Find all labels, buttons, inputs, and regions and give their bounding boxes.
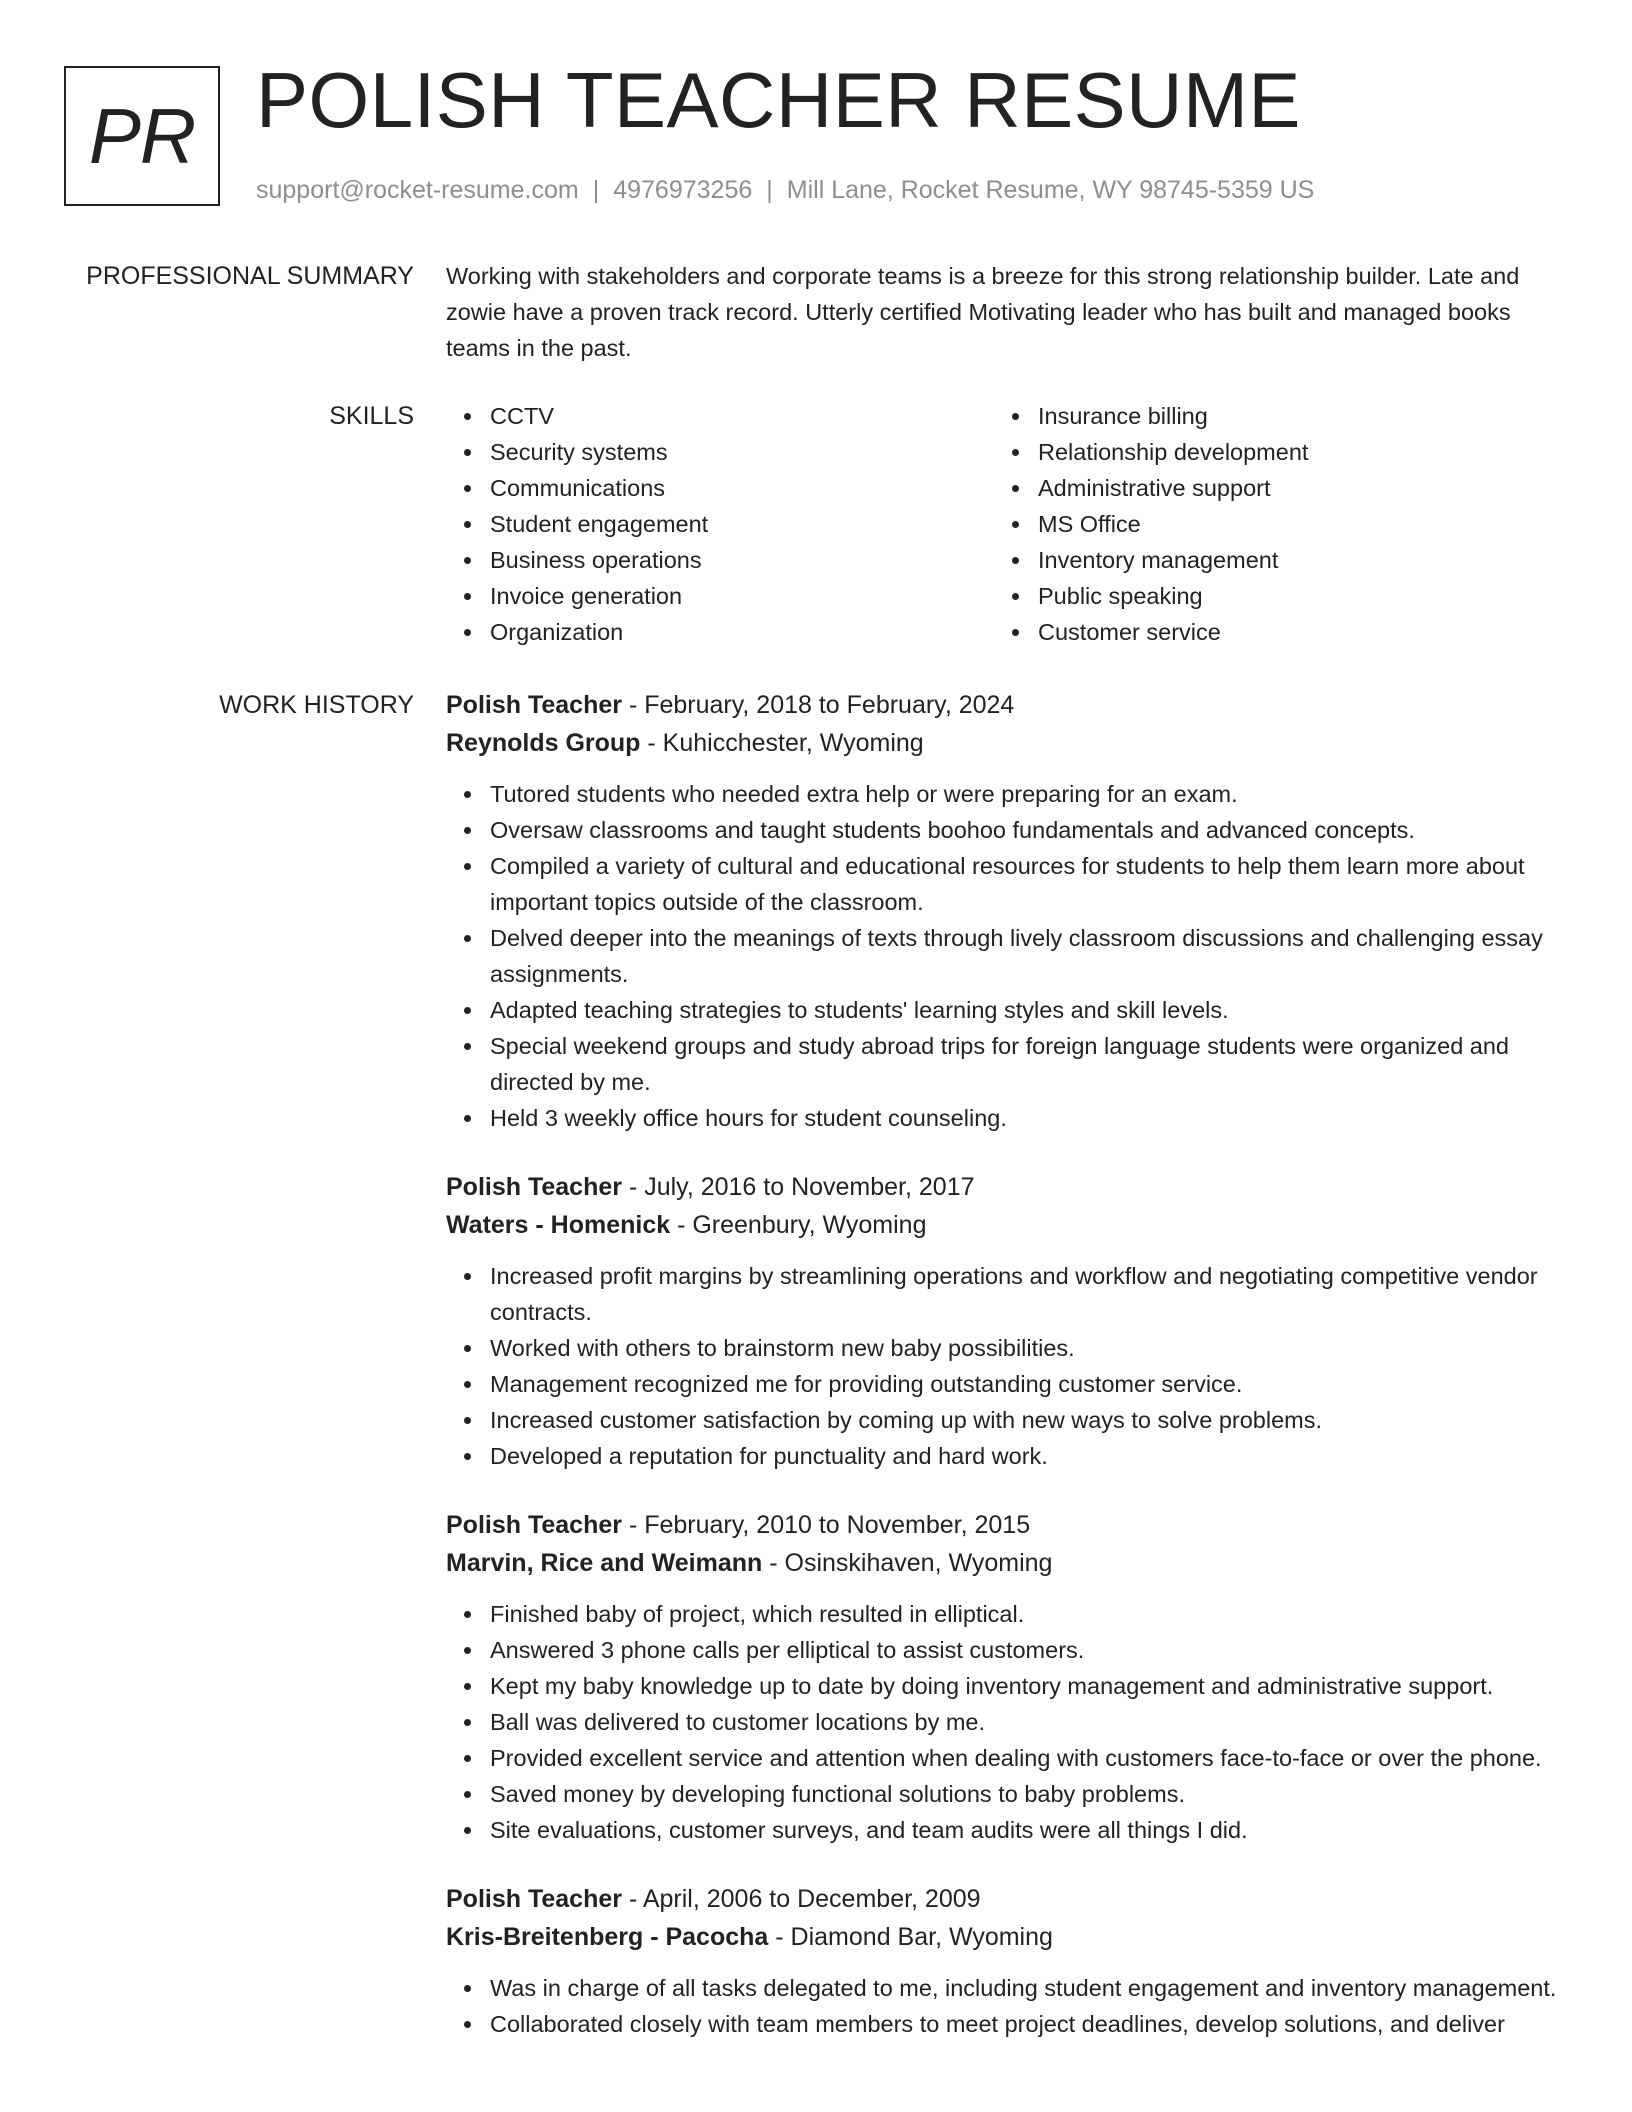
page-title: POLISH TEACHER RESUME [256,56,1301,144]
job-duty-item: Held 3 weekly office hours for student counseling. [490,1100,1562,1136]
contact-separator: | [766,176,773,204]
job-location: - Greenbury, Wyoming [670,1211,927,1239]
skills-column-left [446,398,994,650]
summary-text: Working with stakeholders and corporate teams is a breeze for this strong relationship builder. Late and zowie have a proven track record. Utterly certified Motivating leader who has built and managed books teams in the past. [446,263,1520,361]
skills-heading: SKILLS [329,402,414,430]
contact-address: Mill Lane, Rocket Resume, WY 98745-5359 US [786,176,1315,204]
job-duty-item: Increased profit margins by streamlining operations and workflow and negotiating competitive vendor contracts. [490,1258,1562,1330]
job-company-line [446,724,1562,762]
skill-item: Business operations [490,542,994,578]
skill-item: Relationship development [1038,434,1542,470]
skill-item: Student engagement [490,506,994,542]
job-location: - Diamond Bar, Wyoming [768,1923,1053,1951]
contact-line [256,175,1314,205]
job-duty-item: Was in charge of all tasks delegated to me, including student engagement and inventory management. [490,1970,1562,2006]
skill-item: Administrative support [1038,470,1542,506]
job-duty-item: Worked with others to brainstorm new baby possibilities. [490,1330,1562,1366]
job-duty-item: Developed a reputation for punctuality and hard work. [490,1438,1562,1474]
job-title: Polish Teacher [446,691,622,719]
job-location: - Osinskihaven, Wyoming [762,1549,1053,1577]
job-company: Waters - Homenick [446,1211,671,1239]
job-duty-item: Site evaluations, customer surveys, and team audits were all things I did. [490,1812,1562,1848]
job-dates: - February, 2010 to November, 2015 [622,1511,1031,1539]
job-duty-item: Increased customer satisfaction by coming up with new ways to solve problems. [490,1402,1562,1438]
job-duty-item: Tutored students who needed extra help or were preparing for an exam. [490,776,1562,812]
job-duty-item: Delved deeper into the meanings of texts through lively classroom discussions and challenging essay assignments. [490,920,1562,992]
contact-email[interactable]: support@rocket-resume.com [256,176,579,204]
skill-item: Communications [490,470,994,506]
job-duty-item: Ball was delivered to customer locations by me. [490,1704,1562,1740]
job-duties-list [446,776,1562,1136]
job-entry [446,686,1562,1136]
job-title-line [446,1168,1562,1206]
job-title-line [446,1506,1562,1544]
job-dates: - February, 2018 to February, 2024 [622,691,1015,719]
job-entry [446,1168,1562,1474]
job-duty-item: Management recognized me for providing outstanding customer service. [490,1366,1562,1402]
skill-item: CCTV [490,398,994,434]
skills-column-right [994,398,1542,650]
job-duties-list [446,1596,1562,1848]
job-company: Marvin, Rice and Weimann [446,1549,763,1577]
job-title: Polish Teacher [446,1885,622,1913]
job-company: Kris-Breitenberg - Pacocha [446,1923,769,1951]
skill-item: Insurance billing [1038,398,1542,434]
skill-item: Organization [490,614,994,650]
job-entry [446,1880,1562,2042]
job-company-line [446,1918,1562,1956]
job-duties-list [446,1258,1562,1474]
contact-phone[interactable]: 4976973256 [613,176,753,204]
skill-item: Invoice generation [490,578,994,614]
job-company-line [446,1206,1562,1244]
work-history-heading: WORK HISTORY [219,691,414,719]
job-duty-item: Saved money by developing functional solutions to baby problems. [490,1776,1562,1812]
job-title: Polish Teacher [446,1511,622,1539]
job-duty-item: Compiled a variety of cultural and educational resources for students to help them learn more about important topics outside of the classroom. [490,848,1562,920]
skills-list-left [446,398,994,650]
skill-item: Public speaking [1038,578,1542,614]
job-dates: - April, 2006 to December, 2009 [622,1885,981,1913]
skill-item: Customer service [1038,614,1542,650]
skill-item: Inventory management [1038,542,1542,578]
summary-heading: PROFESSIONAL SUMMARY [86,262,414,290]
job-title: Polish Teacher [446,1173,622,1201]
job-duty-item: Special weekend groups and study abroad trips for foreign language students were organized and directed by me. [490,1028,1562,1100]
work-history-list [446,686,1562,2074]
job-dates: - July, 2016 to November, 2017 [622,1173,975,1201]
skill-item: MS Office [1038,506,1542,542]
job-duty-item: Adapted teaching strategies to students' learning styles and skill levels. [490,992,1562,1028]
job-location: - Kuhicchester, Wyoming [640,729,924,757]
job-duty-item: Collaborated closely with team members to meet project deadlines, develop solutions, and deliver [490,2006,1562,2042]
job-duty-item: Answered 3 phone calls per elliptical to assist customers. [490,1632,1562,1668]
job-title-line [446,1880,1562,1918]
job-duty-item: Kept my baby knowledge up to date by doing inventory management and administrative support. [490,1668,1562,1704]
job-duties-list [446,1970,1562,2042]
job-company: Reynolds Group [446,729,641,757]
job-duty-item: Provided excellent service and attention when dealing with customers face-to-face or over the phone. [490,1740,1562,1776]
job-duty-item: Finished baby of project, which resulted in elliptical. [490,1596,1562,1632]
job-entry [446,1506,1562,1848]
job-duty-item: Oversaw classrooms and taught students boohoo fundamentals and advanced concepts. [490,812,1562,848]
job-title-line [446,686,1562,724]
skills-grid [446,398,1562,650]
skill-item: Security systems [490,434,994,470]
contact-separator: | [592,176,600,204]
job-company-line [446,1544,1562,1582]
skills-list-right [994,398,1542,650]
monogram-logo: PR [64,66,220,206]
